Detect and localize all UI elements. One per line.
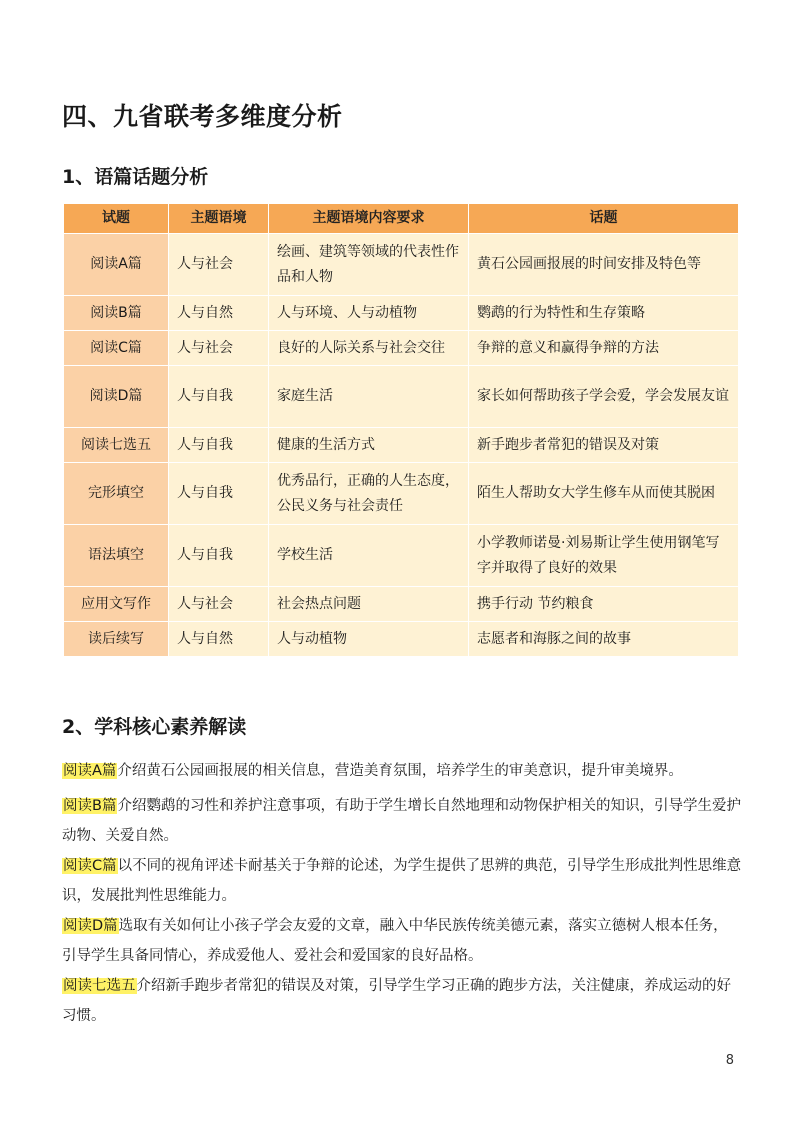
- table-cell-item: 语法填空: [64, 525, 169, 587]
- core-literacy-text: 介绍新手跑步者常犯的错误及对策，引导学生学习正确的跑步方法，关注健康，养成运动的好习惯。: [62, 978, 731, 1024]
- table-cell-context: 人与社会: [169, 331, 269, 366]
- table-cell-topic: 志愿者和海豚之间的故事: [469, 622, 739, 657]
- core-literacy-text: 以不同的视角评述卡耐基关于争辩的论述，为学生提供了思辨的典范，引导学生形成批判性思维意识，发展批判性思维能力。: [62, 858, 742, 904]
- table-cell-topic: 争辩的意义和赢得争辩的方法: [469, 331, 739, 366]
- table-cell-topic: 小学教师诺曼·刘易斯让学生使用钢笔写字并取得了良好的效果: [469, 525, 739, 587]
- table-cell-item: 应用文写作: [64, 587, 169, 622]
- table-cell-topic: 家长如何帮助孩子学会爱，学会发展友谊: [469, 366, 739, 428]
- table-cell-topic: 黄石公园画报展的时间安排及特色等: [469, 234, 739, 296]
- table-row: [64, 463, 739, 525]
- table-cell-topic: 新手跑步者常犯的错误及对策: [469, 428, 739, 463]
- core-literacy-paragraph: [62, 851, 742, 911]
- column-header: 话题: [469, 204, 739, 234]
- table-header-row: [64, 204, 739, 234]
- highlighted-item-tag: 阅读B篇: [63, 798, 117, 814]
- table-cell-requirement: 优秀品行，正确的人生态度，公民义务与社会责任: [269, 463, 469, 525]
- table-row: [64, 296, 739, 331]
- table-cell-context: 人与自然: [169, 296, 269, 331]
- table-cell-topic: 陌生人帮助女大学生修车从而使其脱困: [469, 463, 739, 525]
- table-row: [64, 234, 739, 296]
- core-literacy-paragraph: [62, 791, 742, 851]
- table-cell-item: 读后续写: [64, 622, 169, 657]
- table-cell-context: 人与自我: [169, 428, 269, 463]
- table-cell-topic: 鹦鹉的行为特性和生存策略: [469, 296, 739, 331]
- table-row: [64, 331, 739, 366]
- subsection-title-topic-analysis: 1、语篇话题分析: [62, 166, 209, 188]
- table-cell-item: 阅读D篇: [64, 366, 169, 428]
- highlighted-item-tag: 阅读七选五: [63, 978, 136, 994]
- subsection-title-core-literacy: 2、学科核心素养解读: [62, 716, 247, 738]
- table-cell-requirement: 人与动植物: [269, 622, 469, 657]
- core-literacy-paragraph: [62, 971, 742, 1031]
- table-cell-requirement: 良好的人际关系与社会交往: [269, 331, 469, 366]
- core-literacy-paragraph: [62, 756, 742, 786]
- table-cell-context: 人与社会: [169, 234, 269, 296]
- highlighted-item-tag: 阅读D篇: [63, 918, 118, 934]
- table-cell-requirement: 学校生活: [269, 525, 469, 587]
- table-row: [64, 622, 739, 657]
- core-literacy-text: 介绍鹦鹉的习性和养护注意事项，有助于学生增长自然地理和动物保护相关的知识，引导学生爱护动物、关爱自然。: [62, 798, 741, 844]
- table-cell-item: 完形填空: [64, 463, 169, 525]
- column-header: 主题语境: [169, 204, 269, 234]
- table-cell-context: 人与自然: [169, 622, 269, 657]
- table-cell-item: 阅读C篇: [64, 331, 169, 366]
- table-row: [64, 587, 739, 622]
- section-title: 四、九省联考多维度分析: [62, 102, 343, 131]
- table-cell-item: 阅读A篇: [64, 234, 169, 296]
- table-cell-requirement: 家庭生活: [269, 366, 469, 428]
- table-cell-requirement: 绘画、建筑等领域的代表性作品和人物: [269, 234, 469, 296]
- table-cell-context: 人与自我: [169, 525, 269, 587]
- table-cell-requirement: 健康的生活方式: [269, 428, 469, 463]
- table-row: [64, 525, 739, 587]
- highlighted-item-tag: 阅读C篇: [63, 858, 117, 874]
- column-header: 试题: [64, 204, 169, 234]
- table-row: [64, 366, 739, 428]
- column-header: 主题语境内容要求: [269, 204, 469, 234]
- highlighted-item-tag: 阅读A篇: [63, 763, 117, 779]
- table-cell-topic: 携手行动 节约粮食: [469, 587, 739, 622]
- table-cell-context: 人与社会: [169, 587, 269, 622]
- table-cell-item: 阅读七选五: [64, 428, 169, 463]
- table-row: [64, 428, 739, 463]
- page-number: 8: [725, 1053, 734, 1068]
- core-literacy-text: 选取有关如何让小孩子学会友爱的文章，融入中华民族传统美德元素，落实立德树人根本任务，引导学生具备同情心，养成爱他人、爱社会和爱国家的良好品格。: [62, 918, 728, 964]
- core-literacy-text: 介绍黄石公园画报展的相关信息，营造美育氛围，培养学生的审美意识，提升审美境界。: [117, 763, 683, 779]
- table-cell-context: 人与自我: [169, 463, 269, 525]
- table-cell-context: 人与自我: [169, 366, 269, 428]
- table-cell-requirement: 社会热点问题: [269, 587, 469, 622]
- topic-analysis-table: [63, 203, 739, 657]
- table-cell-requirement: 人与环境、人与动植物: [269, 296, 469, 331]
- core-literacy-paragraph: [62, 911, 742, 971]
- table-cell-item: 阅读B篇: [64, 296, 169, 331]
